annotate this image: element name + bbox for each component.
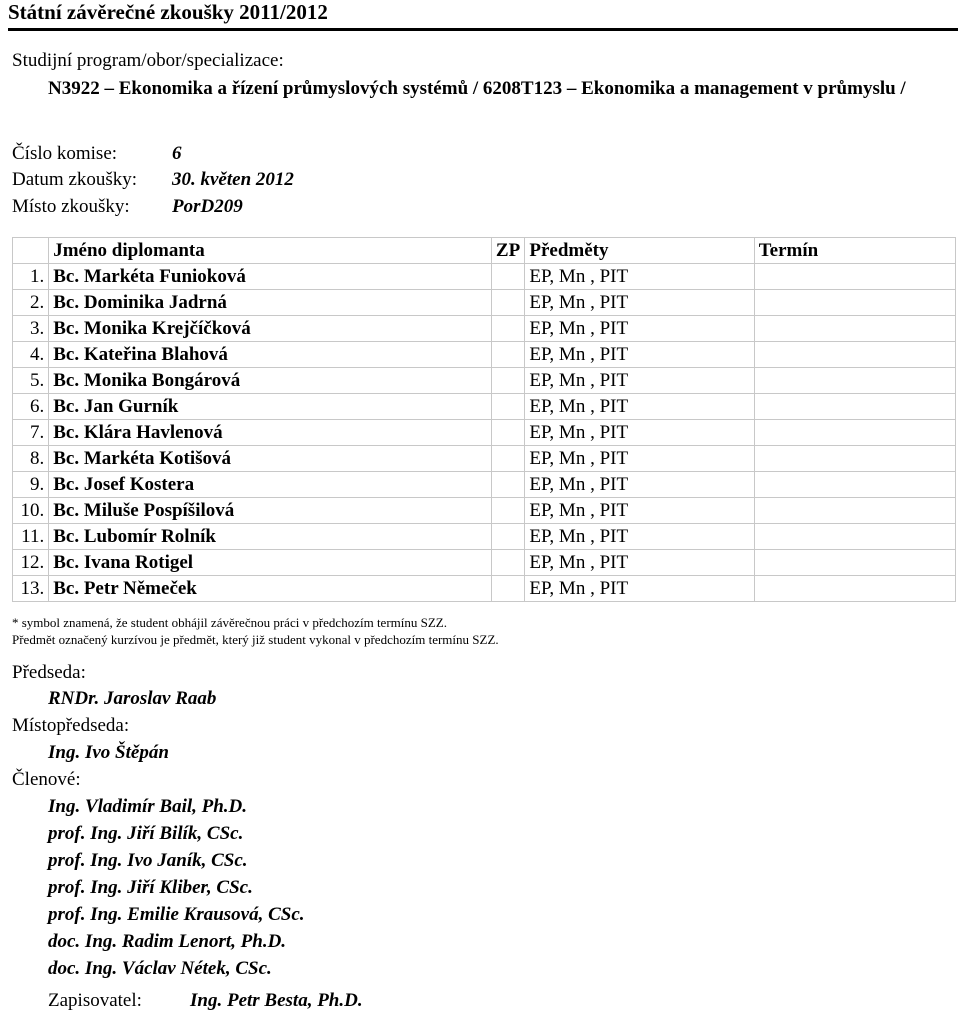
footnote-italic: Předmět označený kurzívou je předmět, který již student vykonal v předchozím termínu SZZ. — [12, 632, 499, 647]
exam-date-row — [12, 167, 294, 193]
term-cell — [754, 394, 955, 420]
zp-cell — [491, 576, 524, 602]
row-number: 3. — [13, 316, 49, 342]
zp-cell — [491, 524, 524, 550]
student-name: Bc. Josef Kostera — [49, 472, 492, 498]
subjects-cell: EP, Mn , PIT — [525, 472, 754, 498]
table-row — [13, 472, 956, 498]
zp-cell — [491, 420, 524, 446]
term-cell — [754, 264, 955, 290]
term-cell — [754, 420, 955, 446]
term-cell — [754, 550, 955, 576]
zp-cell — [491, 498, 524, 524]
term-cell — [754, 368, 955, 394]
subjects-cell: EP, Mn , PIT — [525, 576, 754, 602]
place-row — [12, 194, 243, 220]
exam-date-value: 30. květen 2012 — [172, 169, 294, 190]
student-name: Bc. Monika Bongárová — [49, 368, 492, 394]
subjects-cell: EP, Mn , PIT — [525, 342, 754, 368]
row-number: 5. — [13, 368, 49, 394]
recorder-label: Zapisovatel: — [48, 990, 142, 1011]
zp-cell — [491, 472, 524, 498]
place-label: Místo zkoušky: — [12, 196, 130, 217]
term-cell — [754, 290, 955, 316]
members-label: Členové: — [12, 769, 81, 790]
subjects-cell: EP, Mn , PIT — [525, 264, 754, 290]
table-row — [13, 290, 956, 316]
zp-cell — [491, 550, 524, 576]
commission-label: Číslo komise: — [12, 143, 118, 164]
term-cell — [754, 342, 955, 368]
committee-member: prof. Ing. Emilie Krausová, CSc. — [48, 904, 305, 925]
chair-name: RNDr. Jaroslav Raab — [48, 688, 217, 709]
row-number: 10. — [13, 498, 49, 524]
student-name: Bc. Markéta Kotišová — [49, 446, 492, 472]
row-number: 11. — [13, 524, 49, 550]
footnote-symbol: * symbol znamená, že student obhájil závěrečnou práci v předchozím termínu SZZ. — [12, 615, 447, 630]
table-row — [13, 342, 956, 368]
row-number: 12. — [13, 550, 49, 576]
table-row — [13, 524, 956, 550]
zp-cell — [491, 316, 524, 342]
zp-cell — [491, 264, 524, 290]
student-name: Bc. Miluše Pospíšilová — [49, 498, 492, 524]
students-table — [12, 237, 956, 602]
row-number: 6. — [13, 394, 49, 420]
subjects-cell: EP, Mn , PIT — [525, 290, 754, 316]
student-name: Bc. Ivana Rotigel — [49, 550, 492, 576]
row-number: 4. — [13, 342, 49, 368]
header-num — [13, 238, 49, 264]
commission-value: 6 — [172, 143, 182, 164]
subjects-cell: EP, Mn , PIT — [525, 524, 754, 550]
place-value: PorD209 — [172, 196, 243, 217]
term-cell — [754, 498, 955, 524]
row-number: 9. — [13, 472, 49, 498]
vice-chair-name: Ing. Ivo Štěpán — [48, 742, 169, 763]
student-name: Bc. Klára Havlenová — [49, 420, 492, 446]
recorder-name: Ing. Petr Besta, Ph.D. — [190, 990, 363, 1011]
vice-chair-label: Místopředseda: — [12, 715, 130, 736]
header-name: Jméno diplomanta — [49, 238, 492, 264]
header-zp: ZP — [491, 238, 524, 264]
row-number: 2. — [13, 290, 49, 316]
student-name: Bc. Dominika Jadrná — [49, 290, 492, 316]
program-label: Studijní program/obor/specializace: — [12, 50, 284, 71]
row-number: 8. — [13, 446, 49, 472]
student-name: Bc. Jan Gurník — [49, 394, 492, 420]
term-cell — [754, 446, 955, 472]
program-value: N3922 – Ekonomika a řízení průmyslových systémů / 6208T123 – Ekonomika a management v průmyslu / — [48, 78, 906, 99]
table-row — [13, 550, 956, 576]
table-row — [13, 498, 956, 524]
subjects-cell: EP, Mn , PIT — [525, 368, 754, 394]
student-name: Bc. Lubomír Rolník — [49, 524, 492, 550]
table-row — [13, 420, 956, 446]
committee-member: prof. Ing. Ivo Janík, CSc. — [48, 850, 248, 871]
term-cell — [754, 576, 955, 602]
subjects-cell: EP, Mn , PIT — [525, 446, 754, 472]
zp-cell — [491, 342, 524, 368]
zp-cell — [491, 446, 524, 472]
student-name: Bc. Kateřina Blahová — [49, 342, 492, 368]
row-number: 7. — [13, 420, 49, 446]
subjects-cell: EP, Mn , PIT — [525, 420, 754, 446]
term-cell — [754, 524, 955, 550]
committee-member: prof. Ing. Jiří Kliber, CSc. — [48, 877, 253, 898]
page-title: Státní závěrečné zkoušky 2011/2012 — [8, 0, 958, 31]
subjects-cell: EP, Mn , PIT — [525, 394, 754, 420]
table-row — [13, 394, 956, 420]
table-row — [13, 576, 956, 602]
committee-member: doc. Ing. Václav Nétek, CSc. — [48, 958, 272, 979]
committee-member: prof. Ing. Jiří Bilík, CSc. — [48, 823, 244, 844]
table-row — [13, 316, 956, 342]
header-subjects: Předměty — [525, 238, 754, 264]
subjects-cell: EP, Mn , PIT — [525, 498, 754, 524]
chair-label: Předseda: — [12, 662, 86, 683]
zp-cell — [491, 368, 524, 394]
subjects-cell: EP, Mn , PIT — [525, 316, 754, 342]
header-term: Termín — [754, 238, 955, 264]
table-row — [13, 446, 956, 472]
student-name: Bc. Petr Němeček — [49, 576, 492, 602]
zp-cell — [491, 290, 524, 316]
row-number: 1. — [13, 264, 49, 290]
table-row — [13, 368, 956, 394]
table-header-row — [13, 238, 956, 264]
zp-cell — [491, 394, 524, 420]
recorder-row — [48, 988, 363, 1014]
student-name: Bc. Markéta Funioková — [49, 264, 492, 290]
term-cell — [754, 472, 955, 498]
term-cell — [754, 316, 955, 342]
commission-row — [12, 141, 182, 167]
committee-member: Ing. Vladimír Bail, Ph.D. — [48, 796, 248, 817]
student-name: Bc. Monika Krejčíčková — [49, 316, 492, 342]
row-number: 13. — [13, 576, 49, 602]
exam-date-label: Datum zkoušky: — [12, 169, 138, 190]
committee-member: doc. Ing. Radim Lenort, Ph.D. — [48, 931, 287, 952]
table-row — [13, 264, 956, 290]
subjects-cell: EP, Mn , PIT — [525, 550, 754, 576]
